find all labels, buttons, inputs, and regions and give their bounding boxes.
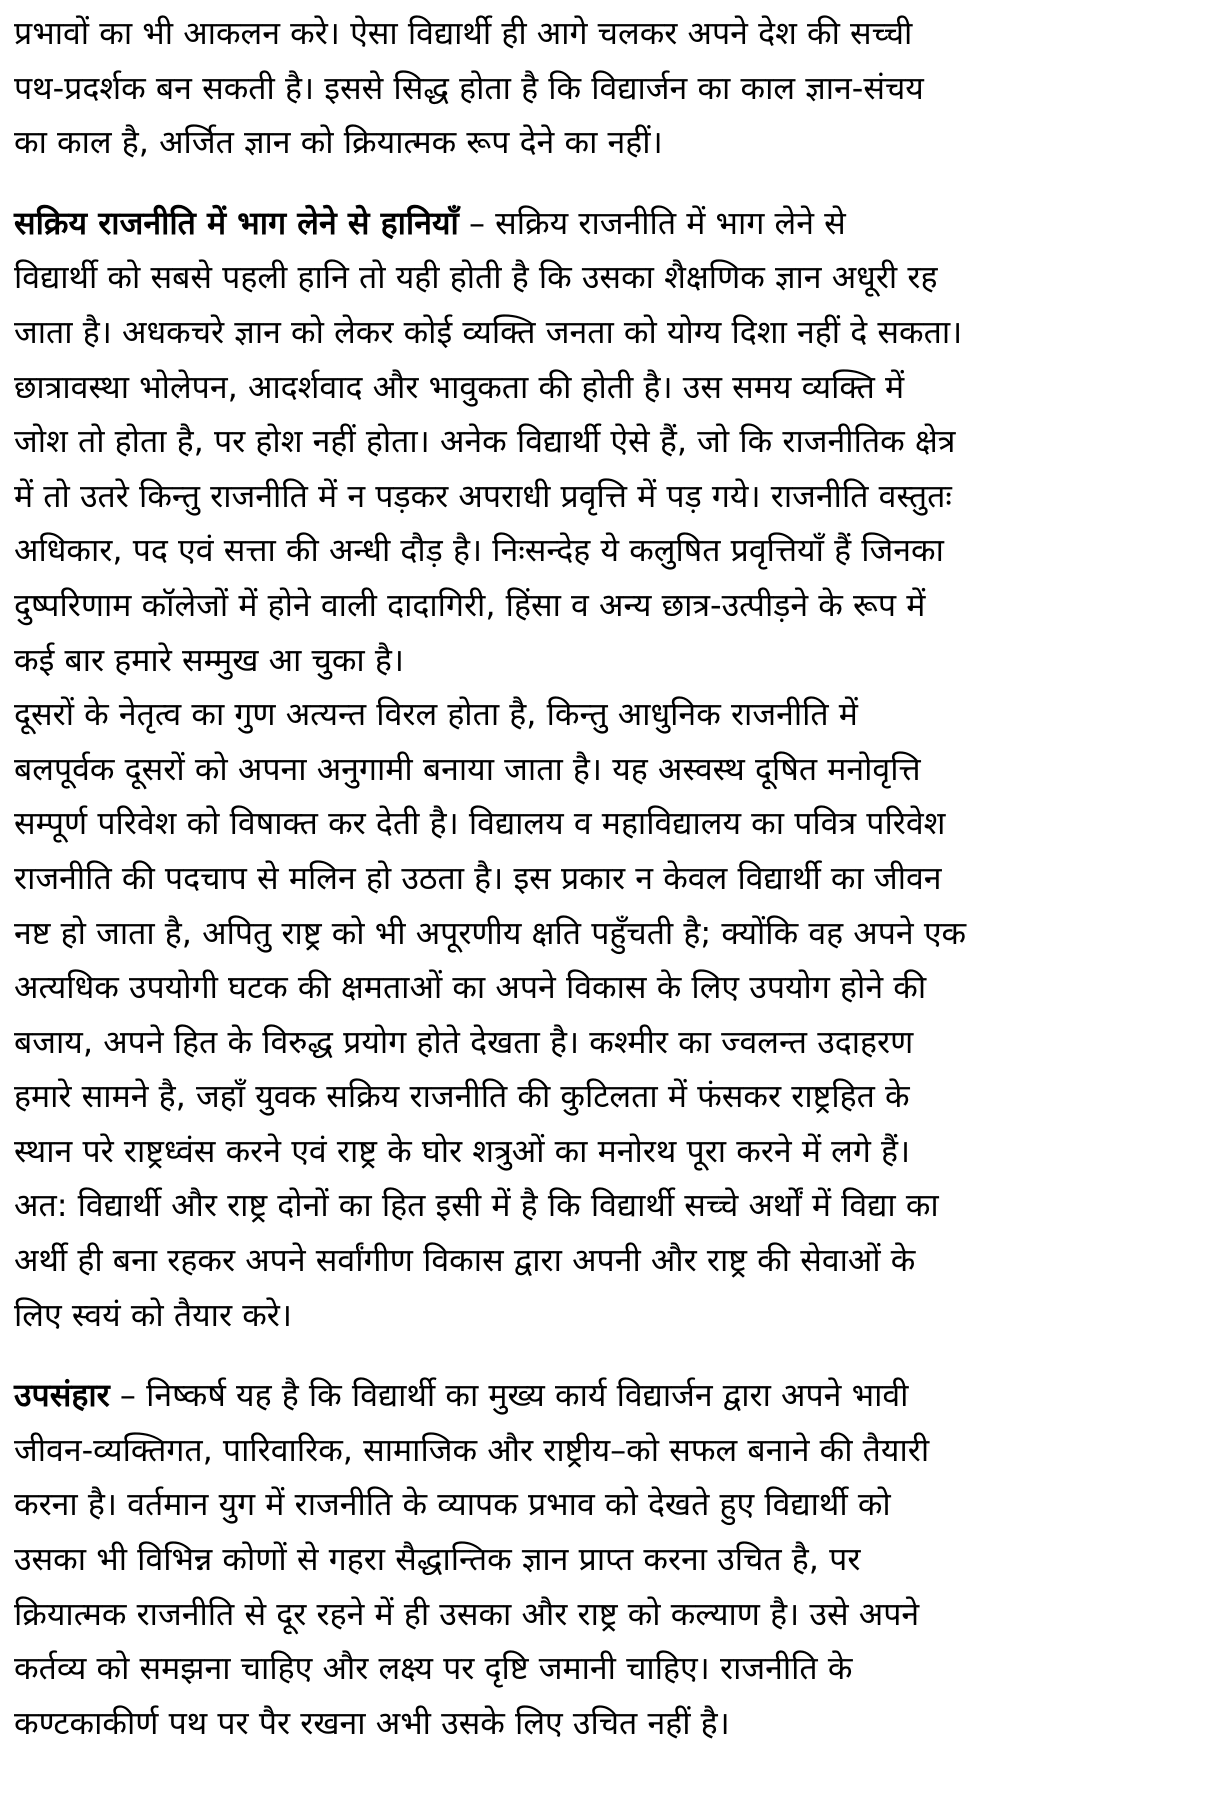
section-heading-harm: सक्रिय राजनीति में भाग लेने से हानियाँ [14,203,459,242]
text-line: बलपूर्वक दूसरों को अपना अनुगामी बनाया जाता है। यह अस्वस्थ दूषित मनोवृत्ति [14,749,921,788]
text-line: दूसरों के नेतृत्व का गुण अत्यन्त विरल होता है, किन्तु आधुनिक राजनीति में [14,695,858,734]
text-line: प्रभावों का भी आकलन करे। ऐसा विद्यार्थी ही आगे चलकर अपने देश की सच्ची [14,14,913,52]
text-line: दुष्परिणाम कॉलेजों में होने वाली दादागिरी, हिंसा व अन्य छात्र-उत्पीड़ने के रूप में [14,585,926,624]
intro-paragraph [14,6,1199,170]
text-line: में तो उतरे किन्तु राजनीति में न पड़कर अपराधी प्रवृत्ति में पड़ गये। राजनीति वस्तुतः [14,476,952,515]
text-line: कर्तव्य को समझना चाहिए और लक्ष्य पर दृष्टि जमानी चाहिए। राजनीति के [14,1649,853,1688]
text-line: का काल है, अर्जित ज्ञान को क्रियात्मक रूप देने का नहीं। [14,123,663,162]
harm-section [14,196,1199,687]
text-line: नष्ट हो जाता है, अपितु राष्ट्र को भी अपूरणीय क्षति पहुँचती है; क्योंकि वह अपने एक [14,913,967,952]
section-first-line-text: – सक्रिय राजनीति में भाग लेने से [458,203,846,242]
text-line: जोश तो होता है, पर होश नहीं होता। अनेक विद्यार्थी ऐसे हैं, जो कि राजनीतिक क्षेत्र [14,422,956,461]
text-line: करना है। वर्तमान युग में राजनीति के व्यापक प्रभाव को देखते हुए विद्यार्थी को [14,1485,891,1524]
text-line: लिए स्वयं को तैयार करे। [14,1295,292,1334]
paragraph-gap [14,170,1199,196]
text-line: अत्यधिक उपयोगी घटक की क्षमताओं का अपने विकास के लिए उपयोग होने की [14,968,927,1007]
leadership-paragraph [14,687,1199,1342]
section-heading-conclusion: उपसंहार [14,1376,110,1415]
text-line: पथ-प्रदर्शक बन सकती है। इससे सिद्ध होता है कि विद्यार्जन का काल ज्ञान-संचय [14,68,924,107]
conclusion-section [14,1368,1199,1750]
text-line: जाता है। अधकचरे ज्ञान को लेकर कोई व्यक्ति जनता को योग्य दिशा नहीं दे सकता। [14,312,963,351]
section-first-line-text: – निष्कर्ष यह है कि विद्यार्थी का मुख्य कार्य विद्यार्जन द्वारा अपने भावी [109,1376,909,1415]
section-first-line [14,196,1199,251]
text-line: राजनीति की पदचाप से मलिन हो उठता है। इस प्रकार न केवल विद्यार्थी का जीवन [14,858,942,897]
text-line: छात्रावस्था भोलेपन, आदर्शवाद और भावुकता की होती है। उस समय व्यक्ति में [14,367,905,406]
text-line: बजाय, अपने हित के विरुद्ध प्रयोग होते देखता है। कश्मीर का ज्वलन्त उदाहरण [14,1022,914,1061]
text-line: अत: विद्यार्थी और राष्ट्र दोनों का हित इसी में है कि विद्यार्थी सच्चे अर्थों में विद्या का [14,1186,939,1225]
text-line: स्थान परे राष्ट्रध्वंस करने एवं राष्ट्र के घोर शत्रुओं का मनोरथ पूरा करने में लगे हैं। [14,1131,911,1170]
text-line: कण्टकाकीर्ण पथ पर पैर रखना अभी उसके लिए उचित नहीं है। [14,1703,730,1742]
section-first-line [14,1368,1199,1423]
document-page [14,6,1199,1750]
text-line: जीवन-व्यक्तिगत, पारिवारिक, सामाजिक और राष्ट्रीय–को सफल बनाने की तैयारी [14,1430,930,1469]
text-line: क्रियात्मक राजनीति से दूर रहने में ही उसका और राष्ट्र को कल्याण है। उसे अपने [14,1594,920,1633]
text-line: अर्थी ही बना रहकर अपने सर्वांगीण विकास द्वारा अपनी और राष्ट्र की सेवाओं के [14,1241,916,1280]
paragraph-gap [14,1342,1199,1368]
text-line: अधिकार, पद एवं सत्ता की अन्धी दौड़ है। निःसन्देह ये कलुषित प्रवृत्तियाँ हैं जिनका [14,531,944,570]
text-line: विद्यार्थी को सबसे पहली हानि तो यही होती है कि उसका शैक्षणिक ज्ञान अधूरी रह [14,258,938,297]
text-line: हमारे सामने है, जहाँ युवक सक्रिय राजनीति की कुटिलता में फंसकर राष्ट्रहित के [14,1077,910,1116]
text-line: कई बार हमारे सम्मुख आ चुका है। [14,640,404,679]
text-line: उसका भी विभिन्न कोणों से गहरा सैद्धान्तिक ज्ञान प्राप्त करना उचित है, पर [14,1540,861,1579]
text-line: सम्पूर्ण परिवेश को विषाक्त कर देती है। विद्यालय व महाविद्यालय का पवित्र परिवेश [14,804,946,843]
